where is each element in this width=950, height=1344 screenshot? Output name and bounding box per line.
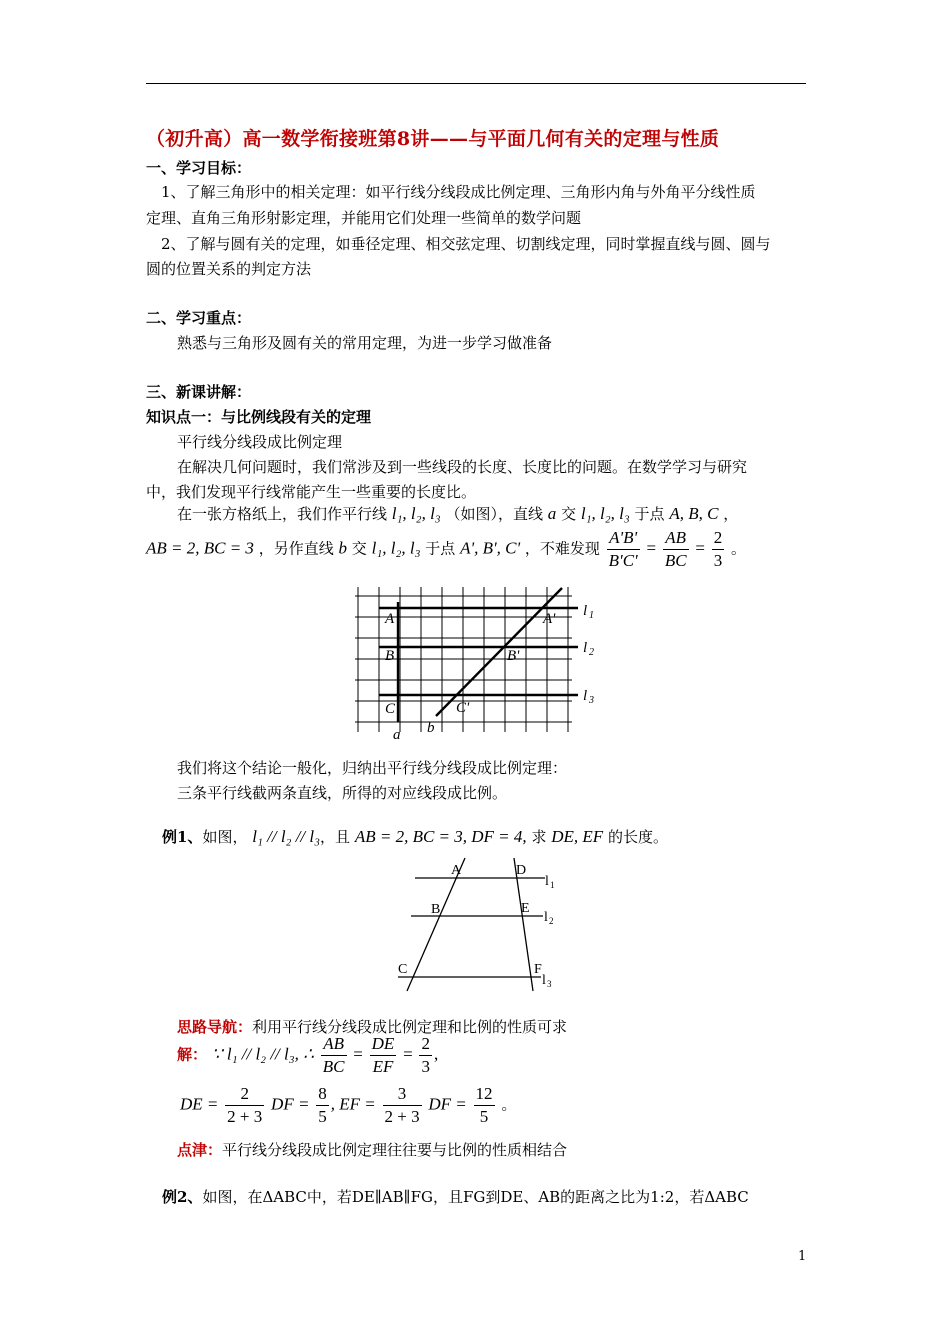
label-l2: l: [544, 910, 548, 925]
fraction-de-ef: $\frac{DE}{EF}$: [371, 1034, 395, 1076]
label-l1: l: [545, 874, 549, 889]
key-point-text: 熟悉与三角形及圆有关的常用定理，为进一步学习做准备: [177, 334, 553, 352]
fraction-two-thirds: $\frac{2}{3}$: [421, 1034, 430, 1076]
header-rule: [146, 83, 806, 84]
label-l3-sub: 3: [547, 979, 552, 989]
label-C: C: [398, 962, 408, 977]
objective-2-line-a: 2、了解与圆有关的定理，如垂径定理、相交弦定理、切割线定理，同时掌握直线与圆、圆与: [161, 235, 771, 253]
label-l3-sub: 3: [589, 695, 594, 706]
section-2-heading: 二、学习重点：: [146, 309, 252, 327]
label-a: a: [393, 727, 401, 742]
label-l3: l: [542, 973, 546, 988]
solution-line-1: 解： ∵ l₁ // l₂ // l₃, ∴ $\frac{AB}{BC}$ = $\frac{DE}{EF}$ = $\frac{2}{3}$ ,: [177, 1034, 439, 1076]
label-E: E: [521, 901, 530, 916]
label-B: B: [431, 902, 441, 917]
label-B-prime: B': [507, 648, 520, 664]
theorem-subtitle: 平行线分线段成比例定理: [177, 433, 343, 451]
note-line: 点津：平行线分线段成比例定理往往要与比例的性质相结合: [177, 1141, 568, 1159]
intro-line-a: 在解决几何问题时，我们常涉及到一些线段的长度、长度比的问题。在数学学习与研究: [177, 458, 748, 476]
theorem-statement: 三条平行线截两条直线，所得的对应线段成比例。: [177, 784, 508, 802]
label-A: A: [451, 863, 462, 878]
label-C-prime: C': [456, 700, 470, 716]
label-l1-sub: 1: [589, 610, 594, 621]
grid-description-line-1: 在一张方格纸上，我们作平行线 l₁, l₂, l₃ （如图），直线 a 交 l₁, l₂, l₃ 于点 A, B, C ，: [177, 504, 739, 523]
example-2-statement: 例2、如图，在ΔABC中，若DE∥AB∥FG，且FG到DE、AB的距离之比为1:2，若ΔABC: [162, 1188, 749, 1206]
fraction-12-over-5: $\frac{12}{5}$: [475, 1084, 493, 1126]
fraction-8-over-5: $\frac{8}{5}$: [318, 1084, 327, 1126]
example-1-figure: [393, 856, 568, 996]
label-A-prime: A': [543, 611, 556, 627]
label-l2-sub: 2: [589, 647, 594, 658]
objective-1-line-b: 定理、直角三角形射影定理，并能用它们处理一些简单的数学问题: [146, 209, 582, 227]
fraction-ab-bc: $\frac{AB}{BC}$: [664, 528, 687, 570]
grid-figure: [350, 582, 610, 742]
label-A: A: [385, 611, 395, 627]
fraction-2-over-5: $\frac{2}{2 + 3}$: [227, 1084, 263, 1126]
label-l3: l: [583, 688, 588, 704]
label-l1: l: [583, 603, 588, 619]
label-D: D: [516, 863, 527, 878]
fraction-a-prime: $\frac{A'B'}{B'C'}$: [608, 528, 638, 570]
label-b: b: [427, 720, 435, 736]
label-l2-sub: 2: [549, 916, 554, 926]
fraction-two-thirds: $\frac{2}{3}$: [713, 528, 723, 570]
section-1-heading: 一、学习目标：: [146, 159, 252, 177]
page-title: （初升高）高一数学衔接班第8讲——与平面几何有关的定理与性质: [146, 128, 720, 150]
intro-line-b: 中，我们发现平行线常能产生一些重要的长度比。: [146, 483, 477, 501]
solution-line-2: DE = $\frac{2}{2 + 3}$ DF = $\frac{8}{5}$ , EF = $\frac{3}{2 + 3}$ DF = $\frac{12}{5}$ 。: [180, 1084, 517, 1126]
fraction-ab-bc: $\frac{AB}{BC}$: [322, 1034, 345, 1076]
example-1-statement: 例1、如图， l₁ // l₂ // l₃，且 AB = 2, BC = 3, DF = 4, 求 DE, EF 的长度。: [162, 827, 668, 846]
objective-1-line-a: 1、了解三角形中的相关定理：如平行线分线段成比例定理、三角形内角与外角平分线性质: [161, 183, 756, 201]
grid-description-line-2: AB = 2, BC = 3 ，另作直线 b 交 l₁, l₂, l₃ 于点 A', B', C' ，不难发现 $\frac{A'B'}{B'C'}$ = $\frac{AB}{BC}$ = $\frac{2}{3}$ 。: [146, 528, 747, 570]
fraction-3-over-5: $\frac{3}{2 + 3}$: [384, 1084, 420, 1126]
generalization-text: 我们将这个结论一般化，归纳出平行线分线段成比例定理：: [177, 759, 568, 777]
label-l2: l: [583, 640, 588, 656]
page-number: 1: [798, 1249, 807, 1264]
hint-line: 思路导航：利用平行线分线段成比例定理和比例的性质可求: [177, 1018, 568, 1036]
label-B: B: [385, 648, 395, 664]
objective-2-line-b: 圆的位置关系的判定方法: [146, 260, 312, 278]
label-F: F: [534, 962, 542, 977]
section-3-heading: 三、新课讲解：: [146, 383, 252, 401]
knowledge-point-1: 知识点一：与比例线段有关的定理: [146, 408, 372, 426]
label-l1-sub: 1: [550, 880, 555, 890]
label-C: C: [385, 701, 396, 717]
